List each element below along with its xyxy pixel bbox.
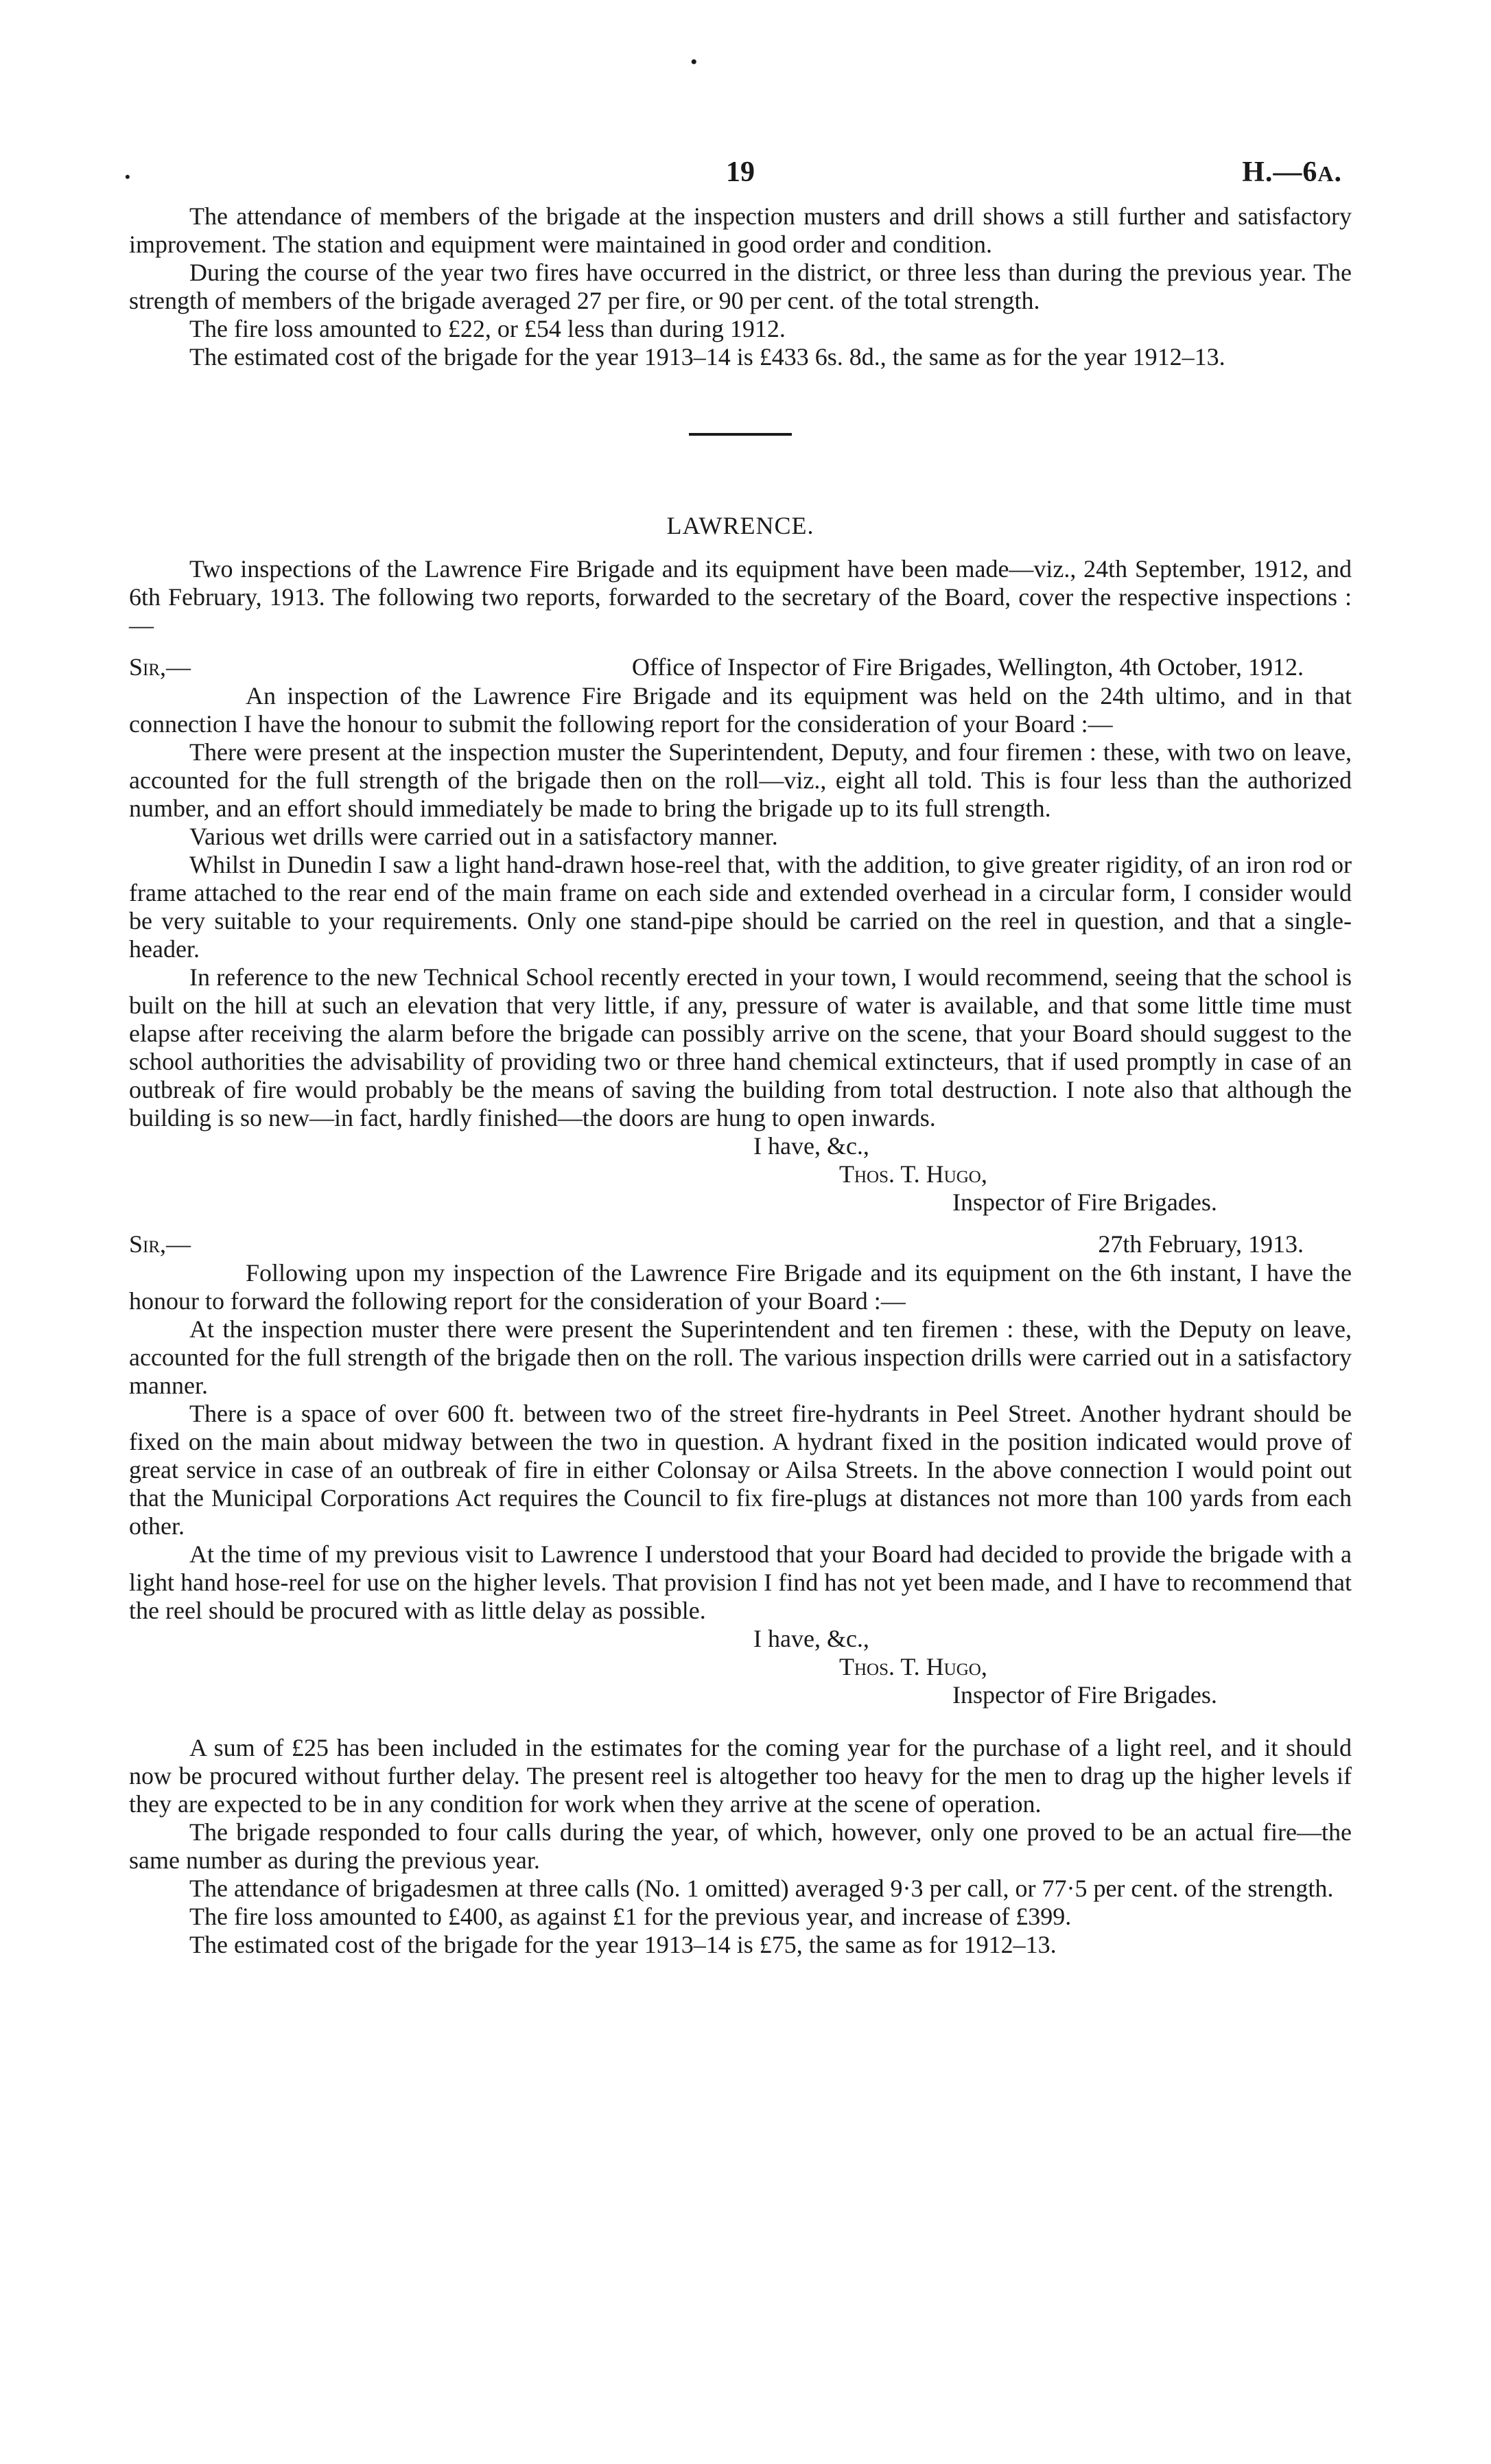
document-page <box>125 141 1352 2446</box>
letter-two <box>129 1230 1352 1709</box>
section-title: LAWRENCE. <box>666 512 814 539</box>
closing-line <box>129 1625 1352 1653</box>
paragraph: There is a space of over 600 ft. between two of the street fire-hydrants in Peel Street. Another hydrant should be fixed on the main about midway between the two in question. A hydrant fixed in the position indicated would prove of great service in case of an outbreak of fire in either Colonsay or Ailsa Streets. In the above connection I would point out that the Municipal Corporations Act requires the Council to fix fire-plugs at distances not more than 100 yards from each other. <box>129 1400 1352 1540</box>
signature-line <box>129 1653 1352 1681</box>
paragraph: During the course of the year two fires have occurred in the district, or three less than during the previous year. The strength of members of the brigade averaged 27 per fire, or 90 per cent. of the total strength. <box>129 259 1352 314</box>
closing: I have, &c., <box>753 1625 869 1652</box>
paragraph: In reference to the new Technical School recently erected in your town, I would recommend, seeing that the school is built on the hill at such an elevation that very little, if any, pressure of water is available, and that some little time must elapse after receiving the alarm before the brigade can possibly arrive on the scene, that your Board should suggest to the school authorities the advisability of providing two or three hand chemical extincteurs, that if used promptly in case of an outbreak of fire would probably be the means of saving the building from total destruction. I note also that although the building is so new—in fact, hardly finished—the doors are hung to open inwards. <box>129 963 1352 1131</box>
paragraph: Whilst in Dunedin I saw a light hand-drawn hose-reel that, with the addition, to give greater rigidity, of an iron rod or frame attached to the rear end of the main frame on each side and extended overhead in a circular form, I consider would be very suitable to your requirements. Only one stand-pipe should be carried on the reel in question, and that a single-header. <box>129 851 1352 963</box>
salutation: Sir,— <box>129 1230 191 1258</box>
intro-section <box>129 202 1352 371</box>
section-divider <box>689 433 792 436</box>
signature: Thos. T. Hugo, <box>839 1160 987 1188</box>
paragraph: There were present at the inspection muster the Superintendent, Deputy, and four firemen : these, with two on leave, accounted for the full strength of the brigade then on the roll—viz., eight all told. This is four less than the authorized number, and an effort should immediately be made to bring the brigade up to its full strength. <box>129 738 1352 822</box>
dateline: Office of Inspector of Fire Brigades, Wellington, 4th October, 1912. <box>631 653 1304 681</box>
dateline: 27th February, 1913. <box>1098 1230 1304 1258</box>
document-reference: H.—6A. <box>1242 156 1342 188</box>
page-number: 19 <box>726 156 755 188</box>
closing-section <box>129 1734 1352 1959</box>
paragraph: At the inspection muster there were present the Superintendent and ten firemen : these, with the Deputy on leave, accounted for the full strength of the brigade then on the roll. The various inspection drills were carried out in a satisfactory manner. <box>129 1315 1352 1399</box>
paragraph: The brigade responded to four calls during the year, of which, however, only one proved to be an actual fire—the same number as during the previous year. <box>129 1818 1352 1874</box>
paragraph: The estimated cost of the brigade for the year 1913–14 is £75, the same as for 1912–13. <box>189 1931 1057 1958</box>
title-line <box>129 1188 1352 1217</box>
paragraph: The estimated cost of the brigade for the year 1913–14 is £433 6s. 8d., the same as for the year 1912–13. <box>189 343 1225 371</box>
letter-body <box>129 1259 1352 1625</box>
paragraph: The fire loss amounted to £400, as against £1 for the previous year, and increase of £399. <box>189 1903 1072 1930</box>
paragraph: The fire loss amounted to £22, or £54 less than during 1912. <box>189 315 786 342</box>
left-mark: • <box>125 168 130 185</box>
letter-header <box>129 653 1352 682</box>
reference-main: H.—6 <box>1242 156 1318 188</box>
paragraph: The attendance of members of the brigade at the inspection musters and drill shows a still further and satisfactory improvement. The station and equipment were maintained in good order and condition. <box>129 202 1352 258</box>
section-intro: Two inspections of the Lawrence Fire Brigade and its equipment have been made—viz., 24th September, 1912, and 6th February, 1913. The following two reports, forwarded to the secretary of the Board, cover the respective inspections :— <box>129 555 1352 639</box>
paragraph: Various wet drills were carried out in a satisfactory manner. <box>189 823 778 850</box>
page-header <box>125 141 1352 202</box>
closing-line <box>129 1132 1352 1160</box>
reference-suffix: A <box>1317 161 1335 186</box>
spacer <box>129 1709 1352 1734</box>
paragraph: An inspection of the Lawrence Fire Brigade and its equipment was held on the 24th ultimo, and in that connection I have the honour to submit the following report for the consideration of your Board :— <box>129 682 1352 738</box>
letter-one <box>129 653 1352 1217</box>
letter-body <box>129 682 1352 1132</box>
paragraph: A sum of £25 has been included in the estimates for the coming year for the purchase of a light reel, and it should now be procured without further delay. The present reel is altogether too heavy for the men to drag up the higher levels if they are expected to be in any condition for work when they arrive at the scene of operation. <box>129 1734 1352 1818</box>
top-mark: • <box>690 51 698 73</box>
letter-header <box>129 1230 1352 1259</box>
paragraph: At the time of my previous visit to Lawrence I understood that your Board had decided to provide the brigade with a light hand hose-reel for use on the higher levels. That provision I find has not yet been made, and I have to recommend that the reel should be procured with as little delay as possible. <box>129 1540 1352 1624</box>
paragraph: The attendance of brigadesmen at three calls (No. 1 omitted) averaged 9·3 per call, or 77·5 per cent. of the strength. <box>189 1875 1334 1902</box>
signatory-title: Inspector of Fire Brigades. <box>952 1188 1217 1216</box>
paragraph: Following upon my inspection of the Lawrence Fire Brigade and its equipment on the 6th instant, I have the honour to forward the following report for the consideration of your Board :— <box>129 1259 1352 1315</box>
closing: I have, &c., <box>753 1132 869 1160</box>
salutation: Sir,— <box>129 653 191 681</box>
signature: Thos. T. Hugo, <box>839 1653 987 1680</box>
signatory-title: Inspector of Fire Brigades. <box>952 1681 1217 1709</box>
signature-line <box>129 1160 1352 1188</box>
title-line <box>129 1681 1352 1709</box>
